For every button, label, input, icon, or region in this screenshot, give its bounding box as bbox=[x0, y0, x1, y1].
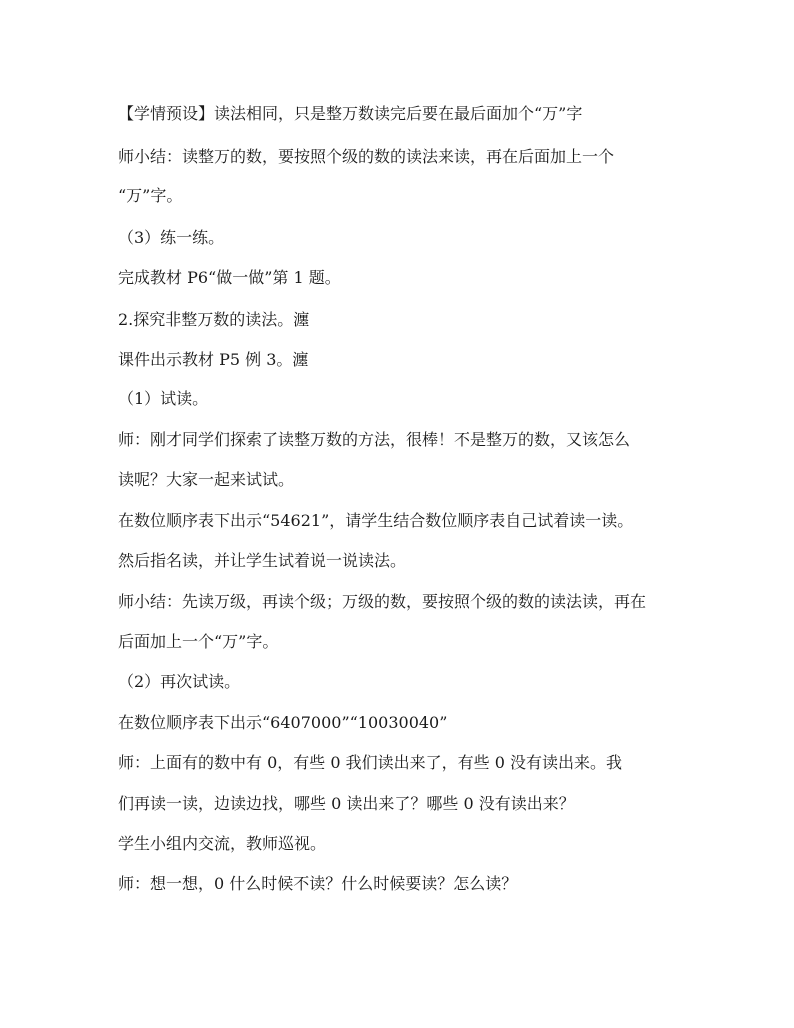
text-line-16: 在数位顺序表下出示“6407000”“10030040” bbox=[118, 713, 448, 732]
text-line-9: 师：刚才同学们探索了读整万数的方法，很棒！不是整万的数，又该怎么 bbox=[118, 430, 631, 449]
text-line-6: 2.探究非整万数的读法。瀍 bbox=[118, 310, 310, 329]
text-line-8: （1）试读。 bbox=[118, 389, 209, 408]
text-line-11: 在数位顺序表下出示“54621”，请学生结合数位顺序表自己试着读一读。 bbox=[118, 511, 634, 530]
text-line-20: 师：想一想，0 什么时候不读？什么时候要读？怎么读？ bbox=[118, 874, 518, 893]
text-line-17: 师：上面有的数中有 0，有些 0 我们读出来了，有些 0 没有读出来。我 bbox=[118, 753, 622, 772]
text-line-13: 师小结：先读万级，再读个级；万级的数，要按照个级的数的读法读，再在 bbox=[118, 592, 647, 611]
text-line-19: 学生小组内交流，教师巡视。 bbox=[118, 834, 327, 853]
text-line-3: “万”字。 bbox=[118, 186, 183, 205]
text-line-15: （2）再次试读。 bbox=[118, 672, 241, 691]
text-line-10: 读呢？大家一起来试试。 bbox=[118, 470, 295, 489]
text-line-12: 然后指名读，并让学生试着说一说读法。 bbox=[118, 551, 407, 570]
text-line-5: 完成教材 P6“做一做”第 1 题。 bbox=[118, 268, 341, 287]
text-line-1: 【学情预设】读法相同，只是整万数读完后要在最后面加个“万”字 bbox=[118, 104, 583, 123]
text-line-18: 们再读一读，边读边找，哪些 0 读出来了？哪些 0 没有读出来？ bbox=[118, 794, 575, 813]
text-line-4: （3）练一练。 bbox=[118, 228, 225, 247]
text-line-14: 后面加上一个“万”字。 bbox=[118, 632, 279, 651]
text-line-7: 课件出示教材 P5 例 3。瀍 bbox=[118, 350, 309, 369]
text-line-2: 师小结：读整万的数，要按照个级的数的读法来读，再在后面加上一个 bbox=[118, 147, 615, 166]
